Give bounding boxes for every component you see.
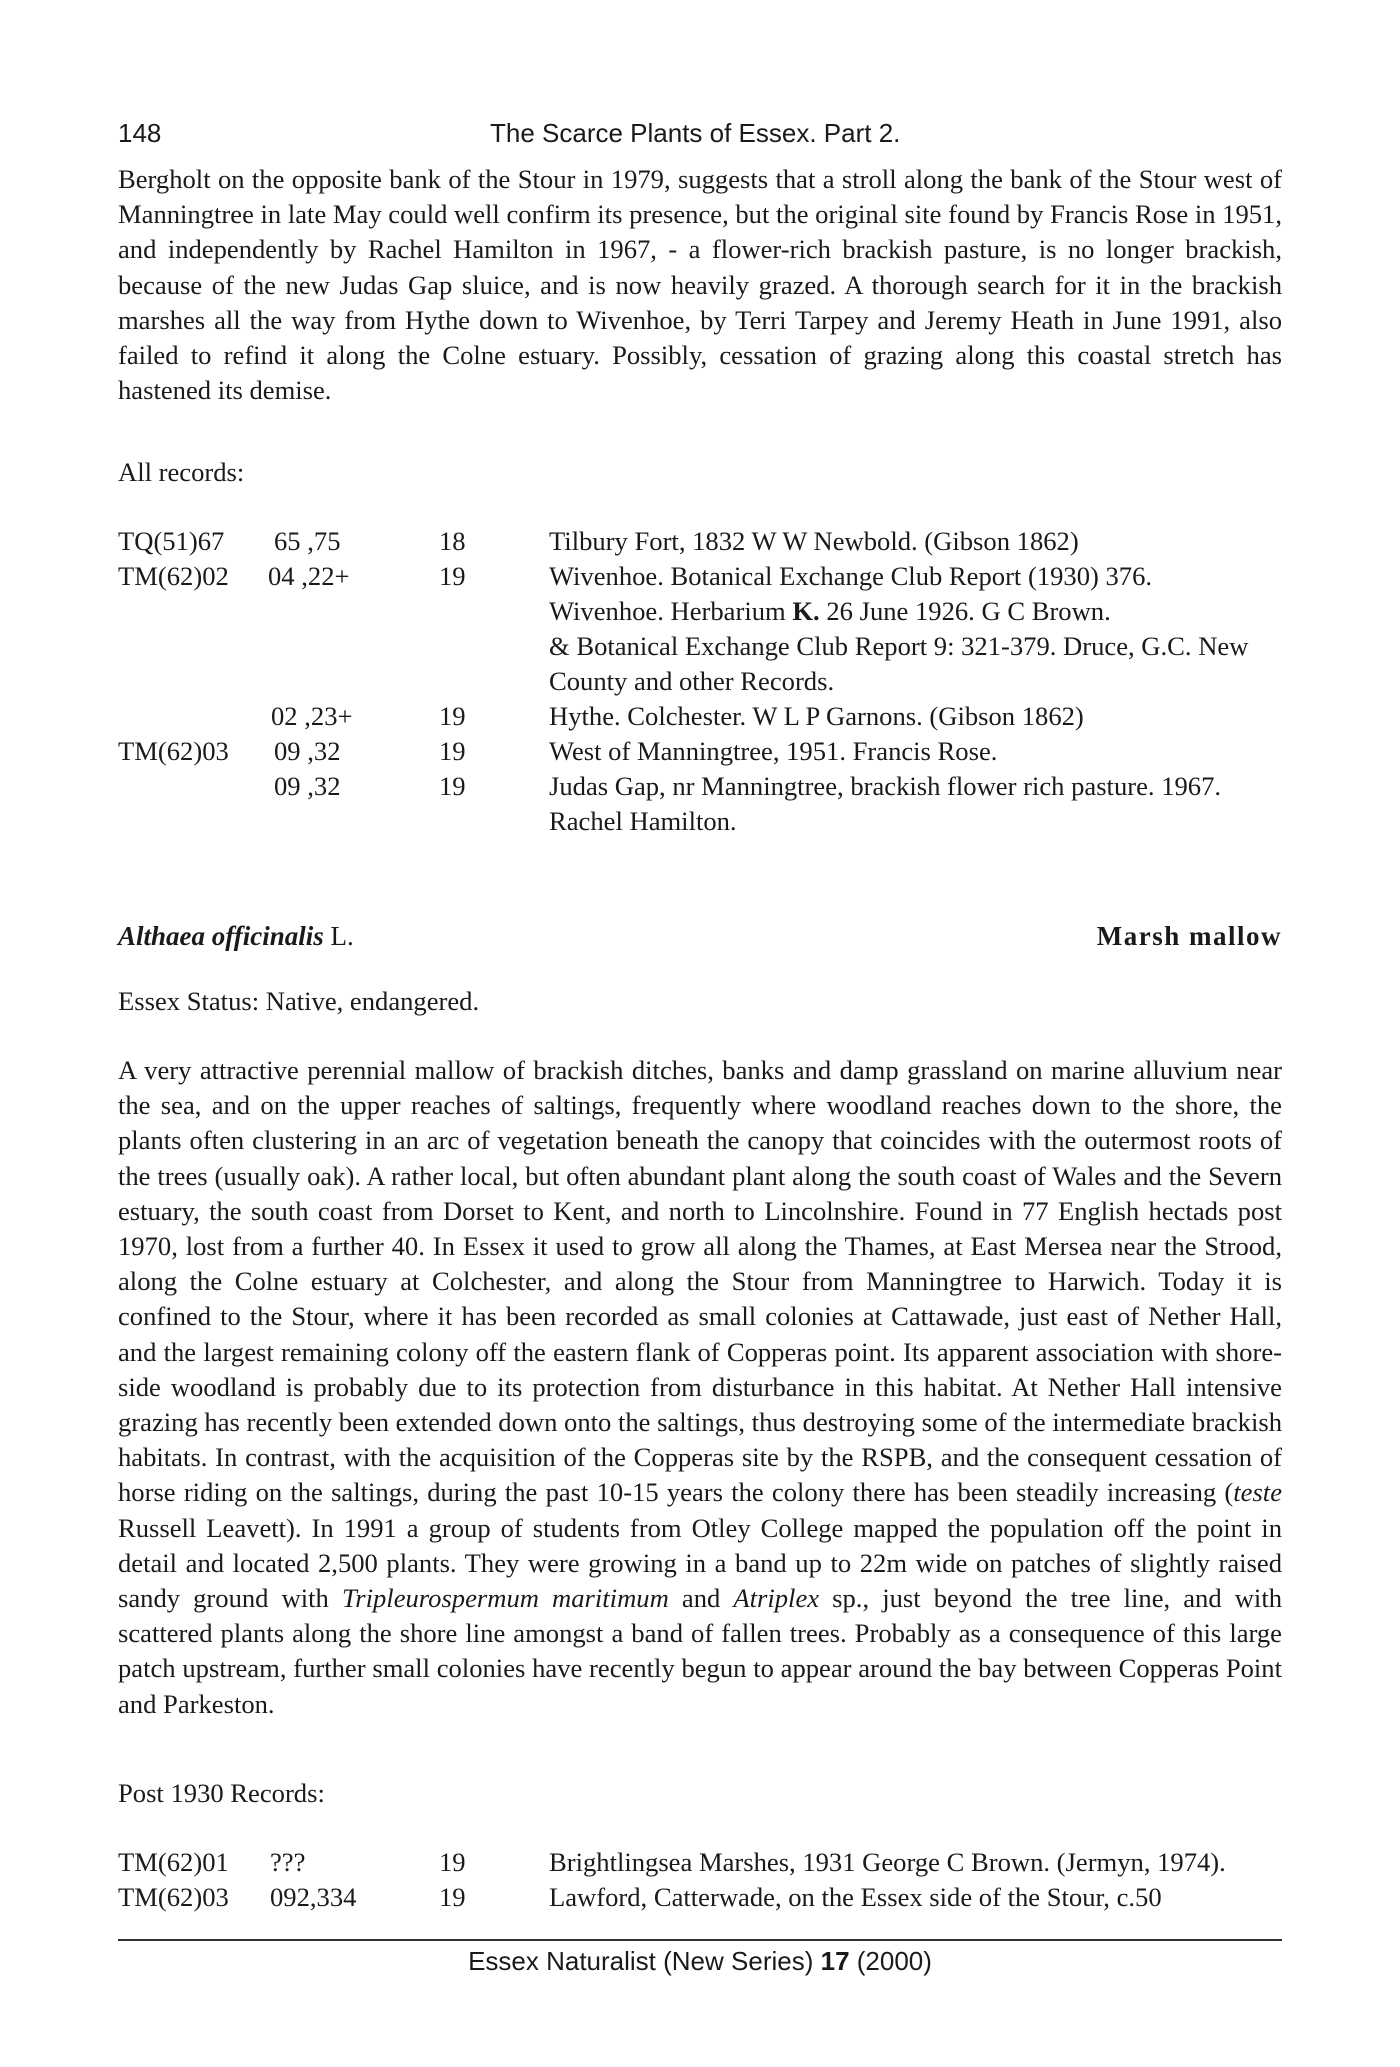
volume-number: 17 — [820, 1946, 850, 1976]
herbarium-code: K. — [792, 596, 820, 626]
grid-square: TM(62)03 — [118, 736, 229, 766]
date-code: 19 — [439, 1882, 466, 1912]
grid-ref: 04 ,22+ — [268, 561, 350, 591]
record-location — [549, 594, 1289, 629]
date-code: 19 — [439, 736, 466, 766]
grid-square: TM(62)03 — [118, 1882, 229, 1912]
record-location: Brightlingsea Marshes, 1931 George C Brown. (Jermyn, 1974). — [549, 1847, 1226, 1877]
description-text: A very attractive perennial mallow of brackish ditches, banks and damp grassland on marine alluvium near the sea, and on the upper reaches of saltings, frequently where woodland reaches down to the shore, the plants often clustering in an arc of vegetation beneath the canopy that coincides with the outermost roots of the trees (usually oak). A rather local, but often abundant plant along the south coast of Wales and the Severn estuary, the south coast from Dorset to Kent, and north to Lincolnshire. Found in 77 English hectads post 1970, lost from a further 40. In Essex it used to grow all along the Thames, at East Mersea near the Strood, along the Colne estuary at Colchester, and along the Stour from Manningtree to Harwich. Today it is confined to the Stour, where it has been recorded as small colonies at Cattawade, just east of Nether Hall, and the largest remaining colony off the eastern flank of Copperas point. Its apparent association with shore-side woodland is probably due to its protection from disturbance in this habitat. At Nether Hall intensive grazing has recently been extended down onto the saltings, thus destroying some of the intermediate brackish habitats. In contrast, with the acquisition of the Copperas site by the RSPB, and the consequent cessation of horse riding on the saltings, during the past 10-15 years the colony there has been steadily increasing ( — [118, 1055, 1282, 1508]
date-code: 19 — [439, 561, 466, 591]
footer-divider — [118, 1939, 1282, 1941]
date-code: 19 — [439, 771, 466, 801]
record-location: Hythe. Colchester. W L P Garnons. (Gibson 1862) — [549, 701, 1084, 731]
record-location: & Botanical Exchange Club Report 9: 321-379. Druce, G.C. New County and other Records. — [549, 631, 1249, 696]
grid-square: TQ(51)67 — [118, 526, 225, 556]
record-location: Wivenhoe. Botanical Exchange Club Report (1930) 376. — [549, 561, 1153, 591]
record-location-text: Wivenhoe. Herbarium — [549, 596, 793, 626]
grid-ref: 092,334 — [270, 1882, 357, 1912]
species-description — [118, 1053, 1282, 1722]
date-code: 19 — [439, 701, 466, 731]
taxon-tripleurospermum: Tripleurospermum maritimum — [341, 1583, 669, 1614]
publication-year: (2000) — [849, 1946, 932, 1976]
description-text: Russell Leavett). In 1991 a group of students from Otley College mapped the population off the point in detail and located 2,500 plants. They were growing in a band up to 22m wide on patches of slightly raised sandy ground with — [118, 1512, 1282, 1614]
record-location: Judas Gap, nr Manningtree, brackish flower rich pasture. 1967. Rachel Hamilton. — [549, 771, 1222, 836]
species-heading — [118, 918, 1282, 954]
species-scientific-name: Althaea officinalis — [118, 921, 324, 951]
grid-square: TM(62)02 — [118, 561, 229, 591]
intro-paragraph: Bergholt on the opposite bank of the Stour in 1979, suggests that a stroll along the bank of the Stour west of Manningtree in late May could well confirm its presence, but the original site found by Francis Rose in 1951, and independently by Rachel Hamilton in 1967, - a flower-rich brackish pasture, is no longer brackish, because of the new Judas Gap sluice, and is now heavily grazed. A thorough search for it in the brackish marshes all the way from Hythe down to Wivenhoe, by Terri Tarpey and Jeremy Heath in June 1991, also failed to refind it along the Colne estuary. Possibly, cessation of grazing along this coastal stretch has hastened its demise. — [118, 164, 1282, 406]
record-location: Tilbury Fort, 1832 W W Newbold. (Gibson 1862) — [549, 526, 1079, 556]
page-header — [118, 118, 1282, 152]
page-footer — [0, 1944, 1400, 1978]
grid-ref: 09 ,32 — [274, 771, 341, 801]
record-location: West of Manningtree, 1951. Francis Rose. — [549, 736, 998, 766]
species-authority: L. — [323, 921, 354, 951]
all-records-label: All records: — [118, 457, 245, 487]
grid-ref: 09 ,32 — [274, 736, 341, 766]
journal-name: Essex Naturalist (New Series) — [468, 1946, 821, 1976]
teste-term: teste — [1233, 1477, 1282, 1508]
grid-square: TM(62)01 — [118, 1847, 229, 1877]
running-title: The Scarce Plants of Essex. Part 2. — [490, 118, 901, 148]
taxon-atriplex: Atriplex — [733, 1583, 820, 1614]
grid-ref: 65 ,75 — [274, 526, 341, 556]
page-number: 148 — [118, 118, 162, 148]
record-location-text: 26 June 1926. G C Brown. — [819, 596, 1111, 626]
description-text: sp., just beyond the tree line, and with scattered plants along the shore line amongst a band of fallen trees. Probably as a consequence of this large patch upstream, further small colonies have recently begun to appear around the bay between Copperas Point and Parkeston. — [118, 1583, 1283, 1719]
date-code: 19 — [439, 1847, 466, 1877]
post-1930-records-label: Post 1930 Records: — [118, 1778, 325, 1808]
essex-status: Essex Status: Native, endangered. — [118, 986, 480, 1016]
date-code: 18 — [439, 526, 466, 556]
grid-ref: 02 ,23+ — [271, 701, 353, 731]
grid-ref: ??? — [270, 1847, 306, 1877]
species-common-name: Marsh mallow — [1096, 921, 1282, 951]
description-text: and — [668, 1583, 734, 1614]
record-location: Lawford, Catterwade, on the Essex side of the Stour, c.50 — [549, 1882, 1162, 1912]
